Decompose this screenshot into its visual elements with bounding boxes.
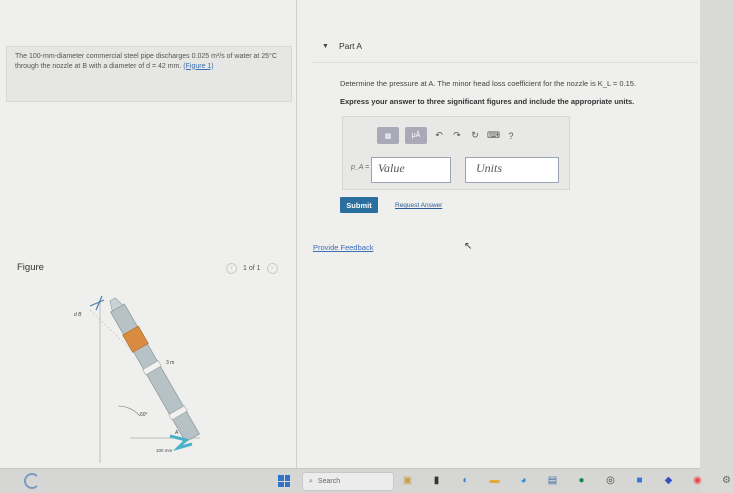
part-title: Part A	[338, 41, 363, 51]
pager-text: 1 of 1	[243, 265, 261, 272]
instruction-text: Express your answer to three significant figures and include the appropriate units.	[340, 97, 635, 106]
app-icon[interactable]: ●	[578, 475, 585, 486]
value-input[interactable]: Value	[371, 157, 451, 183]
weather-icon[interactable]	[24, 473, 40, 489]
mouse-cursor-icon: ↖	[464, 241, 473, 252]
widgets-icon[interactable]: ▣	[402, 475, 413, 486]
store-icon[interactable]: ▤	[547, 475, 558, 486]
part-divider	[312, 62, 698, 63]
undo-icon[interactable]: ↶	[435, 130, 443, 140]
problem-text: The 100-mm-diameter commercial steel pipe discharges 0.025 m³/s of water at 25°C through the nozzle at B with a diameter of d = 42 mm.	[15, 53, 277, 70]
units-input[interactable]: Units	[465, 157, 559, 183]
collapse-caret-icon[interactable]: ▼	[322, 42, 329, 50]
pipe-body	[111, 304, 200, 442]
request-answer-link[interactable]: Request Answer	[395, 202, 443, 209]
taskbar-apps	[400, 473, 734, 488]
pipe-diagram	[60, 288, 240, 463]
units-symbol-button[interactable]: μÅ	[405, 127, 427, 144]
pipe-diameter-label: 100 mm	[156, 448, 173, 453]
settings-gear-icon[interactable]: ⚙	[722, 475, 731, 486]
provide-feedback-link[interactable]: Provide Feedback	[313, 243, 374, 252]
dell-icon[interactable]: ◎	[606, 475, 615, 486]
help-icon[interactable]: ?	[508, 130, 514, 141]
search-icon: ⌕	[309, 477, 313, 485]
pa-label: p_A =	[351, 164, 370, 171]
taskbar-search[interactable]	[302, 472, 394, 491]
angle-label: 60°	[140, 412, 148, 418]
water-jet	[90, 296, 104, 310]
length-label: 3 m	[166, 360, 175, 366]
taskview-icon[interactable]: ▮	[433, 475, 440, 486]
pipe-figure	[60, 288, 240, 463]
keyboard-icon[interactable]: ⌨	[487, 130, 500, 140]
shield-icon[interactable]: ◆	[664, 475, 673, 486]
question-text: Determine the pressure at A. The minor head loss coefficient for the nozzle is K_L = 0.15.	[340, 79, 637, 88]
app-square-icon[interactable]: ■	[636, 475, 643, 486]
figure-pager	[226, 263, 278, 274]
answer-toolbar	[377, 127, 517, 144]
answer-box	[342, 116, 570, 190]
edge-icon[interactable]: ◕	[520, 475, 527, 486]
problem-statement	[6, 46, 292, 102]
next-figure-button[interactable]: ›	[267, 263, 278, 274]
problem-panel	[0, 0, 297, 468]
figure-heading: Figure	[17, 262, 44, 273]
templates-icon[interactable]: ▦	[377, 127, 399, 144]
angle-arc	[118, 406, 140, 416]
question-panel	[298, 0, 700, 468]
submit-button[interactable]: Submit	[340, 197, 378, 213]
figure-link[interactable]: (Figure 1)	[183, 62, 214, 70]
search-label: Search	[317, 478, 341, 485]
file-explorer-icon[interactable]: ▬	[489, 475, 500, 486]
firefox-icon[interactable]: ◉	[693, 475, 702, 486]
reset-icon[interactable]: ↻	[471, 130, 479, 140]
part-header[interactable]	[322, 41, 362, 51]
prev-figure-button[interactable]: ‹	[226, 263, 237, 274]
point-a-label: A	[175, 430, 179, 436]
start-button[interactable]	[278, 475, 290, 487]
chat-icon[interactable]: ◐	[462, 475, 469, 486]
diameter-b-label: d B	[74, 312, 82, 318]
taskbar	[0, 468, 731, 493]
redo-icon[interactable]: ↷	[453, 130, 461, 140]
